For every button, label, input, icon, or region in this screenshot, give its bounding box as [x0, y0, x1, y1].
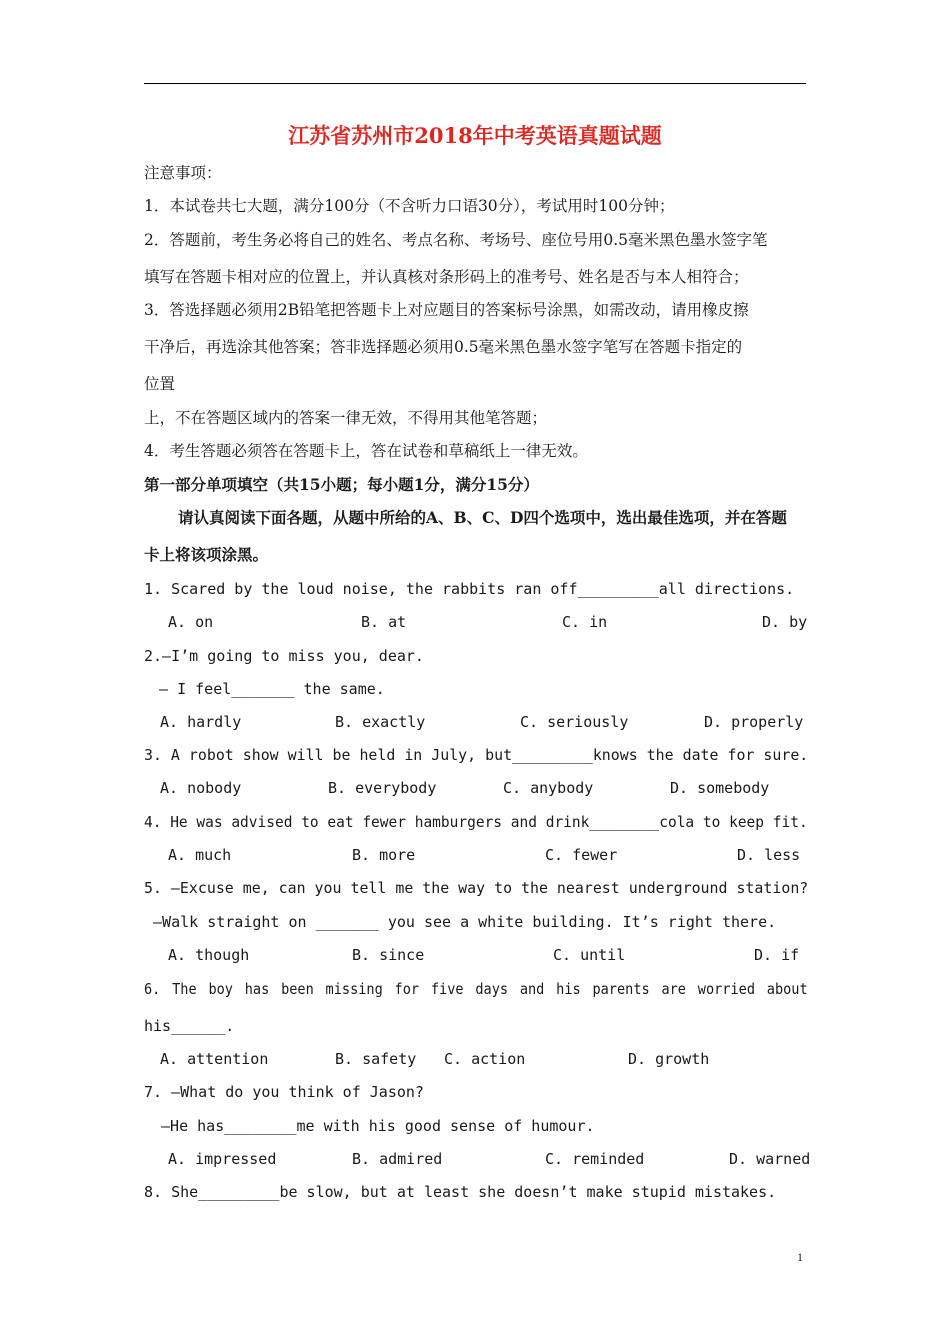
notice-line: 干净后，再选涂其他答案；答非选择题必须用0.5毫米黑色墨水签字笔写在答题卡指定的	[144, 338, 743, 356]
choice-b: B. more	[352, 846, 416, 864]
section-instruction: 卡上将该项涂黑。	[144, 545, 269, 564]
choice-a: A. hardly	[160, 713, 242, 731]
question-stem-line: his______.	[144, 1017, 235, 1035]
choice-c: C. anybody	[503, 779, 594, 797]
choice-a: A. on	[168, 613, 214, 631]
choice-b: B. at	[361, 613, 407, 631]
choice-b: B. admired	[352, 1150, 443, 1168]
answer-choices	[0, 777, 950, 799]
answer-choices	[0, 944, 950, 966]
choice-b: B. safety	[335, 1050, 417, 1068]
notice-line: 1．本试卷共七大题，满分100分（不含听力口语30分），考试用时100分钟；	[144, 197, 675, 215]
answer-choices	[0, 611, 950, 633]
notice-line: 3．答选择题必须用2B铅笔把答题卡上对应题目的答案标号涂黑，如需改动，请用橡皮擦	[144, 301, 749, 319]
notice-line: 4．考生答题必须答在答题卡上，答在试卷和草稿纸上一律无效。	[144, 442, 588, 460]
section-instruction: 请认真阅读下面各题，从题中所给的A、B、C、D四个选项中，选出最佳选项，并在答题	[178, 508, 787, 527]
choice-a: A. impressed	[168, 1150, 277, 1168]
choice-b: B. everybody	[328, 779, 437, 797]
notice-line: 位置	[144, 375, 176, 393]
question-stem: 2.—I’m going to miss you, dear.	[144, 647, 424, 665]
choice-d: D. if	[754, 946, 800, 964]
notice-line: 2．答题前，考生务必将自己的姓名、考点名称、考场号、座位号用0.5毫米黑色墨水签字笔	[144, 231, 768, 249]
choice-c: C. action	[444, 1050, 526, 1068]
choice-c: C. until	[553, 946, 626, 964]
choice-d: D. growth	[628, 1050, 710, 1068]
section-heading: 第一部分单项填空（共15小题；每小题1分，满分15分）	[144, 475, 539, 494]
choice-c: C. in	[562, 613, 608, 631]
page-number: 1	[797, 1250, 803, 1264]
question-stem: 3. A robot show will be held in July, but_________knows the date for sure.	[144, 746, 809, 764]
question-stem-line: — I feel_______ the same.	[150, 680, 385, 698]
answer-choices	[0, 711, 950, 733]
choice-c: C. reminded	[545, 1150, 645, 1168]
choice-d: D. properly	[704, 713, 804, 731]
question-stem: 6. The boy has been missing for five days and his parents are worried about	[144, 980, 808, 998]
answer-choices	[0, 1048, 950, 1070]
question-stem-line: —Walk straight on _______ you see a white building. It’s right there.	[144, 913, 777, 931]
choice-c: C. fewer	[545, 846, 618, 864]
question-stem-line: —He has________me with his good sense of humour.	[152, 1117, 595, 1135]
choice-d: D. somebody	[670, 779, 770, 797]
choice-d: D. warned	[729, 1150, 811, 1168]
choice-a: A. though	[168, 946, 250, 964]
question-stem: 4. He was advised to eat fewer hamburgers and drink________cola to keep fit.	[144, 813, 808, 831]
choice-b: B. exactly	[335, 713, 426, 731]
choice-a: A. much	[168, 846, 232, 864]
answer-choices	[0, 844, 950, 866]
choice-a: A. nobody	[160, 779, 242, 797]
question-stem: 5. —Excuse me, can you tell me the way to the nearest underground station?	[144, 879, 809, 897]
choice-c: C. seriously	[520, 713, 629, 731]
choice-d: D. less	[737, 846, 801, 864]
exam-title: 江苏省苏州市2018年中考英语真题试题	[288, 123, 662, 148]
notice-line: 上，不在答题区域内的答案一律无效，不得用其他笔答题；	[144, 409, 548, 427]
header-rule	[144, 83, 806, 84]
question-stem: 7. —What do you think of Jason?	[144, 1083, 424, 1101]
notice-line: 填写在答题卡相对应的位置上，并认真核对条形码上的准考号、姓名是否与本人相符合；	[144, 268, 749, 286]
choice-d: D. by	[762, 613, 808, 631]
choice-a: A. attention	[160, 1050, 269, 1068]
question-stem: 8. She_________be slow, but at least she doesn’t make stupid mistakes.	[144, 1183, 777, 1201]
answer-choices	[0, 1148, 950, 1170]
notice-heading: 注意事项：	[144, 164, 222, 182]
question-stem: 1. Scared by the loud noise, the rabbits ran off_________all directions.	[144, 580, 795, 598]
choice-b: B. since	[352, 946, 425, 964]
